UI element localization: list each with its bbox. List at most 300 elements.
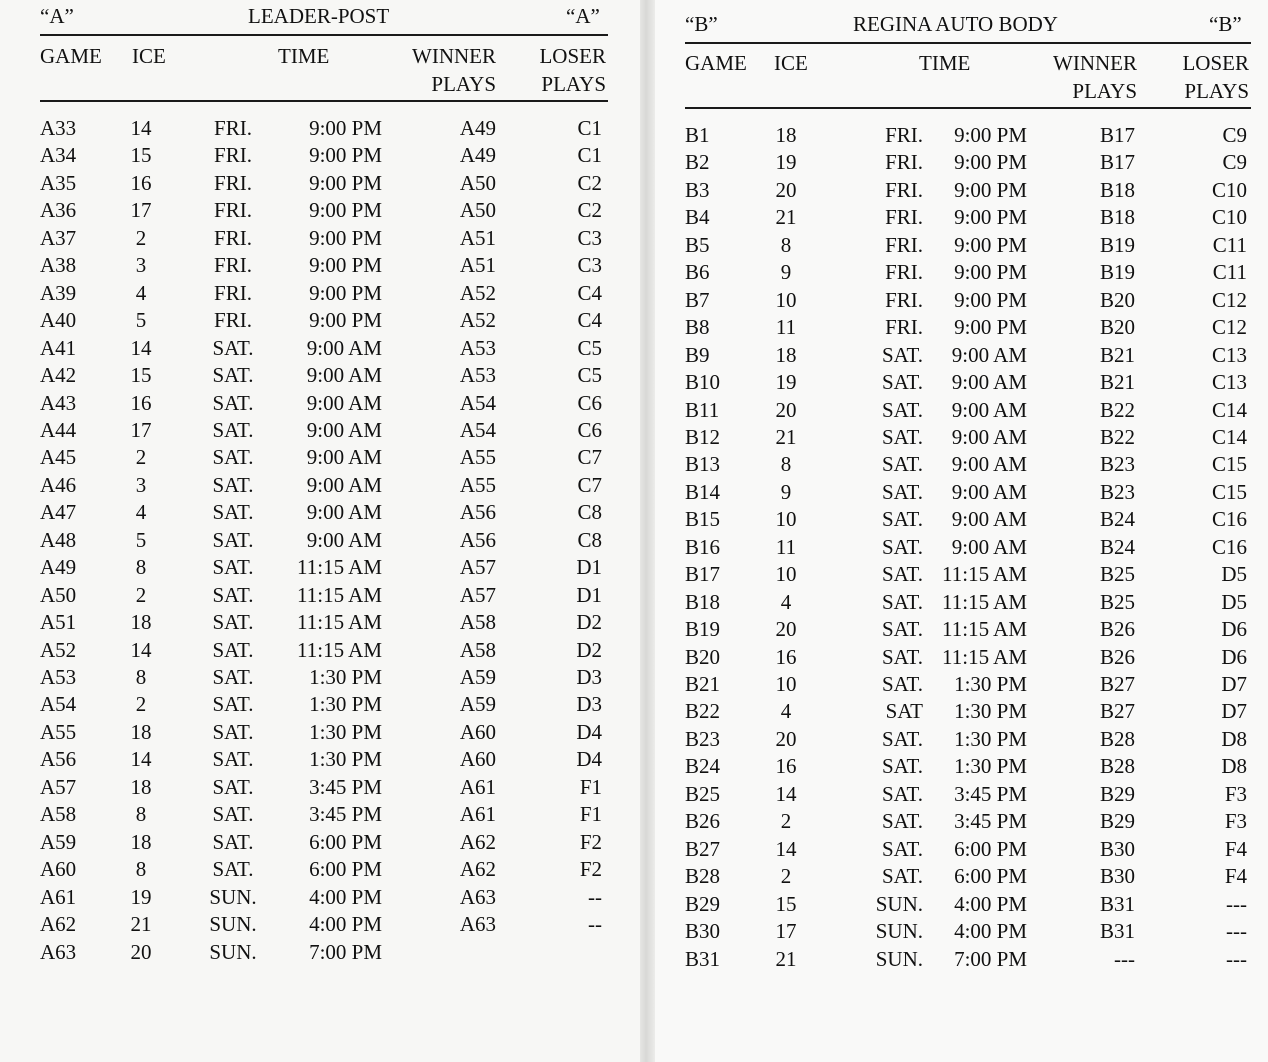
cell-loser-plays: D3 (576, 665, 602, 689)
cell-loser-plays: C15 (1211, 479, 1247, 504)
cell-game: B28 (685, 864, 721, 889)
cell-winner-plays: A55 (459, 445, 496, 470)
cell-winner-plays: A49 (459, 116, 496, 140)
cell-day: SAT (885, 699, 923, 724)
cell-time: 9:00 PM (309, 225, 382, 250)
cell-time: 9:00 AM (306, 500, 382, 525)
cell-time: 1:30 PM (309, 747, 382, 772)
cell-day: SAT. (212, 857, 254, 882)
cell-loser-plays: D7 (1221, 672, 1247, 696)
cell-game: A61 (40, 884, 77, 909)
cell-winner-plays: B23 (1099, 452, 1135, 477)
cell-game: B9 (685, 342, 710, 367)
cell-ice: 18 (130, 829, 152, 854)
header-game: GAME (685, 51, 747, 75)
cell-game: A33 (40, 116, 77, 140)
cell-game: B17 (685, 562, 721, 587)
cell-winner-plays: B22 (1099, 397, 1135, 422)
cell-ice: 18 (775, 123, 797, 147)
cell-game: A36 (40, 198, 77, 223)
cell-ice: 8 (135, 857, 147, 882)
cell-day: FRI. (214, 225, 252, 250)
cell-loser-plays: C6 (577, 417, 602, 442)
cell-day: SAT. (212, 500, 254, 525)
cell-ice: 2 (135, 582, 147, 607)
cell-game: A53 (40, 665, 77, 689)
cell-game: B4 (685, 205, 710, 230)
cell-winner-plays: A56 (459, 527, 496, 552)
cell-ice: 20 (775, 726, 797, 751)
cell-winner-plays: B26 (1099, 617, 1135, 642)
cell-winner-plays: B25 (1099, 562, 1135, 587)
cell-game: A49 (40, 555, 77, 580)
cell-loser-plays: C12 (1211, 287, 1247, 312)
cell-time: 6:00 PM (309, 829, 382, 854)
header-ice: ICE (132, 44, 166, 68)
cell-loser-plays: C10 (1211, 177, 1247, 202)
cell-ice: 15 (130, 363, 152, 388)
cell-game: B25 (685, 781, 721, 806)
cell-game: B30 (685, 919, 721, 944)
cell-winner-plays: A59 (459, 665, 496, 689)
cell-ice: 15 (130, 143, 152, 168)
cell-loser-plays: F1 (579, 774, 602, 799)
cell-game: B26 (685, 809, 721, 834)
cell-ice: 9 (780, 260, 792, 285)
cell-game: B18 (685, 589, 721, 614)
cell-game: A60 (40, 857, 77, 882)
cell-ice: 2 (135, 445, 147, 470)
cell-ice: 17 (130, 198, 152, 223)
cell-day: SAT. (881, 864, 923, 889)
cell-time: 4:00 PM (954, 919, 1027, 944)
cell-time: 9:00 AM (951, 534, 1027, 559)
cell-loser-plays: --- (1226, 891, 1247, 916)
cell-day: SAT. (881, 672, 923, 696)
cell-winner-plays: B30 (1099, 836, 1135, 861)
cell-ice: 4 (135, 280, 147, 305)
cell-ice: 10 (775, 672, 797, 696)
cell-time: 9:00 PM (309, 308, 382, 333)
cell-loser-plays: C16 (1211, 534, 1247, 559)
cell-day: FRI. (214, 198, 252, 223)
cell-game: B6 (685, 260, 710, 285)
cell-loser-plays: F3 (1224, 809, 1247, 834)
cell-time: 4:00 PM (954, 891, 1027, 916)
cell-day: SAT. (881, 644, 923, 669)
cell-time: 9:00 PM (954, 260, 1027, 285)
cell-loser-plays: C4 (577, 280, 602, 305)
cell-winner-plays: B18 (1099, 205, 1135, 230)
cell-loser-plays: D6 (1221, 644, 1247, 669)
cell-winner-plays: B25 (1099, 589, 1135, 614)
pool-label-right: “A” (566, 4, 600, 28)
cell-time: 1:30 PM (309, 719, 382, 744)
cell-ice: 2 (135, 692, 147, 717)
cell-loser-plays: C8 (577, 500, 602, 525)
cell-winner-plays: B30 (1099, 864, 1135, 889)
cell-loser-plays: C15 (1211, 452, 1247, 477)
cell-game: A50 (40, 582, 77, 607)
cell-ice: 2 (135, 225, 147, 250)
cell-time: 9:00 PM (309, 253, 382, 278)
cell-winner-plays: A54 (459, 417, 496, 442)
cell-loser-plays: C13 (1211, 370, 1247, 395)
cell-day: FRI. (214, 143, 252, 168)
cell-winner-plays: B21 (1099, 370, 1135, 395)
cell-day: SAT. (212, 692, 254, 717)
cell-ice: 15 (775, 891, 797, 916)
cell-winner-plays: B28 (1099, 754, 1135, 779)
cell-ice: 5 (135, 527, 147, 552)
cell-day: SAT. (212, 555, 254, 580)
cell-winner-plays: A54 (459, 390, 496, 415)
cell-day: SAT. (881, 836, 923, 861)
cell-winner-plays: B18 (1099, 177, 1135, 202)
cell-game: B31 (685, 946, 721, 971)
cell-ice: 8 (135, 802, 147, 827)
cell-day: FRI. (885, 177, 923, 202)
cell-game: B27 (685, 836, 721, 861)
cell-day: FRI. (885, 150, 923, 175)
cell-game: A48 (40, 527, 77, 552)
cell-day: SAT. (212, 390, 254, 415)
cell-day: SAT. (881, 617, 923, 642)
cell-loser-plays: D7 (1221, 699, 1247, 724)
cell-time: 7:00 PM (954, 946, 1027, 971)
cell-winner-plays: A58 (459, 610, 496, 635)
cell-time: 9:00 PM (954, 123, 1027, 147)
cell-time: 3:45 PM (309, 774, 382, 799)
cell-loser-plays: F2 (579, 857, 602, 882)
cell-game: B19 (685, 617, 721, 642)
cell-winner-plays: A62 (459, 857, 496, 882)
cell-ice: 9 (780, 479, 792, 504)
cell-game: A38 (40, 253, 77, 278)
cell-time: 1:30 PM (954, 754, 1027, 779)
cell-game: A51 (40, 610, 77, 635)
cell-winner-plays: A57 (459, 555, 496, 580)
cell-day: SAT. (212, 582, 254, 607)
cell-day: FRI. (885, 205, 923, 230)
cell-time: 9:00 AM (951, 452, 1027, 477)
cell-winner-plays: A59 (459, 692, 496, 717)
cell-day: SAT. (212, 747, 254, 772)
header-game: GAME (40, 44, 102, 68)
header-loser-plays: LOSER PLAYS (1182, 51, 1249, 103)
cell-winner-plays: B29 (1099, 781, 1135, 806)
header-time: TIME (919, 51, 971, 75)
cell-game: B10 (685, 370, 721, 395)
cell-game: A37 (40, 225, 77, 250)
cell-loser-plays: D4 (576, 719, 602, 744)
cell-time: 9:00 AM (306, 390, 382, 415)
cell-winner-plays: A53 (459, 335, 496, 360)
cell-time: 9:00 AM (951, 424, 1027, 449)
cell-game: B1 (685, 123, 710, 147)
cell-loser-plays: C9 (1222, 150, 1247, 175)
header-ice: ICE (774, 51, 808, 75)
cell-time: 4:00 PM (309, 884, 382, 909)
cell-ice: 18 (130, 610, 152, 635)
cell-game: A39 (40, 280, 77, 305)
cell-winner-plays: A57 (459, 582, 496, 607)
cell-game: B29 (685, 891, 721, 916)
cell-winner-plays: B27 (1099, 699, 1135, 724)
cell-ice: 19 (775, 370, 797, 395)
cell-day: SUN. (209, 912, 257, 937)
header-winner-plays: WINNER PLAYS (1053, 51, 1137, 103)
cell-loser-plays: C3 (577, 253, 602, 278)
cell-time: 9:00 PM (954, 150, 1027, 175)
cell-ice: 16 (130, 170, 152, 195)
cell-time: 7:00 PM (309, 939, 382, 964)
cell-time: 9:00 AM (951, 342, 1027, 367)
cell-day: FRI. (214, 116, 252, 140)
cell-winner-plays: B26 (1099, 644, 1135, 669)
cell-ice: 19 (775, 150, 797, 175)
cell-day: SAT. (212, 527, 254, 552)
cell-game: B22 (685, 699, 721, 724)
cell-day: SAT. (881, 726, 923, 751)
cell-time: 11:15 AM (942, 644, 1027, 669)
cell-ice: 2 (780, 864, 792, 889)
cell-winner-plays: A55 (459, 472, 496, 497)
cell-game: A62 (40, 912, 77, 937)
cell-loser-plays: C9 (1222, 123, 1247, 147)
cell-game: A52 (40, 637, 77, 662)
cell-game: A46 (40, 472, 77, 497)
cell-loser-plays: --- (1226, 946, 1247, 971)
cell-loser-plays: F4 (1224, 864, 1247, 889)
header-rule (685, 107, 1251, 109)
cell-day: SAT. (881, 754, 923, 779)
cell-game: A57 (40, 774, 77, 799)
cell-winner-plays: B31 (1099, 919, 1135, 944)
sponsor-title: LEADER-POST (248, 4, 390, 28)
cell-winner-plays: B27 (1099, 672, 1135, 696)
cell-winner-plays: A63 (459, 884, 496, 909)
cell-day: SUN. (875, 919, 923, 944)
cell-time: 9:00 AM (306, 472, 382, 497)
cell-day: FRI. (885, 232, 923, 257)
cell-game: A47 (40, 500, 77, 525)
cell-ice: 20 (775, 397, 797, 422)
cell-ice: 2 (780, 809, 792, 834)
cell-winner-plays: B19 (1099, 260, 1135, 285)
cell-time: 1:30 PM (309, 665, 382, 689)
cell-day: FRI. (885, 287, 923, 312)
header-rule (40, 100, 608, 102)
cell-game: A45 (40, 445, 77, 470)
cell-ice: 14 (130, 116, 152, 140)
cell-loser-plays: D4 (576, 747, 602, 772)
cell-ice: 18 (775, 342, 797, 367)
cell-game: B12 (685, 424, 721, 449)
cell-time: 9:00 PM (309, 170, 382, 195)
cell-time: 6:00 PM (954, 836, 1027, 861)
cell-loser-plays: F3 (1224, 781, 1247, 806)
cell-loser-plays: C4 (577, 308, 602, 333)
cell-winner-plays: A58 (459, 637, 496, 662)
cell-ice: 19 (130, 884, 152, 909)
cell-winner-plays: A53 (459, 363, 496, 388)
cell-ice: 3 (135, 253, 147, 278)
cell-loser-plays: F2 (579, 829, 602, 854)
cell-loser-plays: D5 (1221, 562, 1247, 587)
cell-time: 9:00 PM (309, 280, 382, 305)
cell-loser-plays: F1 (579, 802, 602, 827)
header-winner-plays: WINNER PLAYS (412, 44, 496, 96)
schedule-page-b (655, 0, 1268, 1062)
cell-loser-plays: D5 (1221, 589, 1247, 614)
pool-label-left: “B” (685, 12, 718, 36)
cell-loser-plays: -- (588, 884, 602, 909)
cell-time: 11:15 AM (942, 589, 1027, 614)
cell-day: SAT. (881, 809, 923, 834)
cell-loser-plays: C8 (577, 527, 602, 552)
cell-day: SAT. (881, 589, 923, 614)
cell-winner-plays: B20 (1099, 315, 1135, 340)
cell-loser-plays: C5 (577, 335, 602, 360)
cell-winner-plays: --- (1114, 946, 1135, 971)
cell-loser-plays: D2 (576, 637, 602, 662)
page-gutter (640, 0, 655, 1062)
cell-ice: 8 (135, 555, 147, 580)
cell-time: 9:00 PM (954, 177, 1027, 202)
cell-day: SAT. (212, 363, 254, 388)
cell-time: 9:00 AM (951, 397, 1027, 422)
cell-ice: 8 (135, 665, 147, 689)
cell-loser-plays: --- (1226, 919, 1247, 944)
cell-day: FRI. (214, 253, 252, 278)
cell-day: FRI. (214, 280, 252, 305)
cell-day: SAT. (881, 479, 923, 504)
cell-winner-plays: B17 (1099, 123, 1135, 147)
cell-game: B3 (685, 177, 710, 202)
cell-winner-plays: A51 (459, 225, 496, 250)
cell-time: 11:15 AM (297, 637, 382, 662)
cell-ice: 20 (775, 617, 797, 642)
cell-loser-plays: -- (588, 912, 602, 937)
cell-game: A59 (40, 829, 77, 854)
cell-ice: 4 (135, 500, 147, 525)
cell-game: B20 (685, 644, 721, 669)
cell-ice: 10 (775, 287, 797, 312)
cell-winner-plays: B24 (1099, 534, 1135, 559)
cell-winner-plays: A50 (459, 170, 496, 195)
cell-winner-plays: A60 (459, 719, 496, 744)
cell-time: 9:00 AM (306, 335, 382, 360)
cell-loser-plays: C11 (1212, 232, 1247, 257)
cell-game: A43 (40, 390, 77, 415)
cell-time: 4:00 PM (309, 912, 382, 937)
title-rule (685, 42, 1251, 44)
cell-day: SAT. (881, 534, 923, 559)
cell-game: B5 (685, 232, 710, 257)
cell-day: SUN. (875, 891, 923, 916)
cell-winner-plays: A61 (459, 802, 496, 827)
cell-time: 9:00 AM (306, 445, 382, 470)
cell-ice: 18 (130, 774, 152, 799)
cell-game: B24 (685, 754, 721, 779)
cell-game: B7 (685, 287, 710, 312)
cell-time: 9:00 AM (951, 507, 1027, 532)
cell-loser-plays: C14 (1211, 397, 1247, 422)
cell-loser-plays: D2 (576, 610, 602, 635)
cell-time: 6:00 PM (954, 864, 1027, 889)
cell-day: SAT. (212, 665, 254, 689)
cell-time: 11:15 AM (297, 582, 382, 607)
cell-ice: 14 (775, 836, 797, 861)
cell-ice: 20 (130, 939, 152, 964)
cell-ice: 21 (130, 912, 152, 937)
cell-day: SAT. (212, 719, 254, 744)
cell-ice: 4 (780, 589, 792, 614)
cell-ice: 16 (775, 644, 797, 669)
cell-ice: 20 (775, 177, 797, 202)
cell-ice: 21 (775, 205, 797, 230)
cell-winner-plays: A56 (459, 500, 496, 525)
cell-winner-plays: A51 (459, 253, 496, 278)
cell-day: SAT. (881, 452, 923, 477)
cell-time: 9:00 PM (954, 287, 1027, 312)
cell-game: B8 (685, 315, 710, 340)
cell-day: SUN. (209, 884, 257, 909)
pool-label-right: “B” (1209, 12, 1242, 36)
cell-time: 9:00 AM (306, 527, 382, 552)
cell-ice: 5 (135, 308, 147, 333)
cell-time: 6:00 PM (309, 857, 382, 882)
cell-game: A35 (40, 170, 77, 195)
cell-winner-plays: B21 (1099, 342, 1135, 367)
cell-time: 3:45 PM (954, 809, 1027, 834)
cell-game: A56 (40, 747, 77, 772)
cell-winner-plays: A49 (459, 143, 496, 168)
cell-winner-plays: A52 (459, 308, 496, 333)
cell-winner-plays: B23 (1099, 479, 1135, 504)
cell-day: SAT. (881, 370, 923, 395)
cell-time: 1:30 PM (954, 699, 1027, 724)
cell-game: A63 (40, 939, 77, 964)
cell-day: SAT. (212, 774, 254, 799)
cell-ice: 17 (130, 417, 152, 442)
cell-loser-plays: D8 (1221, 754, 1247, 779)
cell-time: 3:45 PM (954, 781, 1027, 806)
cell-game: A58 (40, 802, 77, 827)
cell-day: FRI. (214, 170, 252, 195)
cell-day: SAT. (881, 424, 923, 449)
cell-game: A34 (40, 143, 77, 168)
cell-time: 11:15 AM (297, 555, 382, 580)
cell-day: FRI. (885, 260, 923, 285)
cell-winner-plays: B29 (1099, 809, 1135, 834)
cell-day: SAT. (212, 472, 254, 497)
cell-ice: 11 (775, 534, 797, 559)
cell-winner-plays: A60 (459, 747, 496, 772)
cell-game: B16 (685, 534, 721, 559)
cell-time: 9:00 PM (954, 232, 1027, 257)
cell-game: B2 (685, 150, 710, 175)
cell-day: SAT. (212, 637, 254, 662)
cell-day: SAT. (212, 802, 254, 827)
cell-time: 9:00 AM (951, 370, 1027, 395)
cell-day: SUN. (209, 939, 257, 964)
cell-time: 9:00 PM (309, 116, 382, 140)
cell-ice: 16 (775, 754, 797, 779)
cell-loser-plays: D8 (1221, 726, 1247, 751)
cell-game: A44 (40, 417, 77, 442)
